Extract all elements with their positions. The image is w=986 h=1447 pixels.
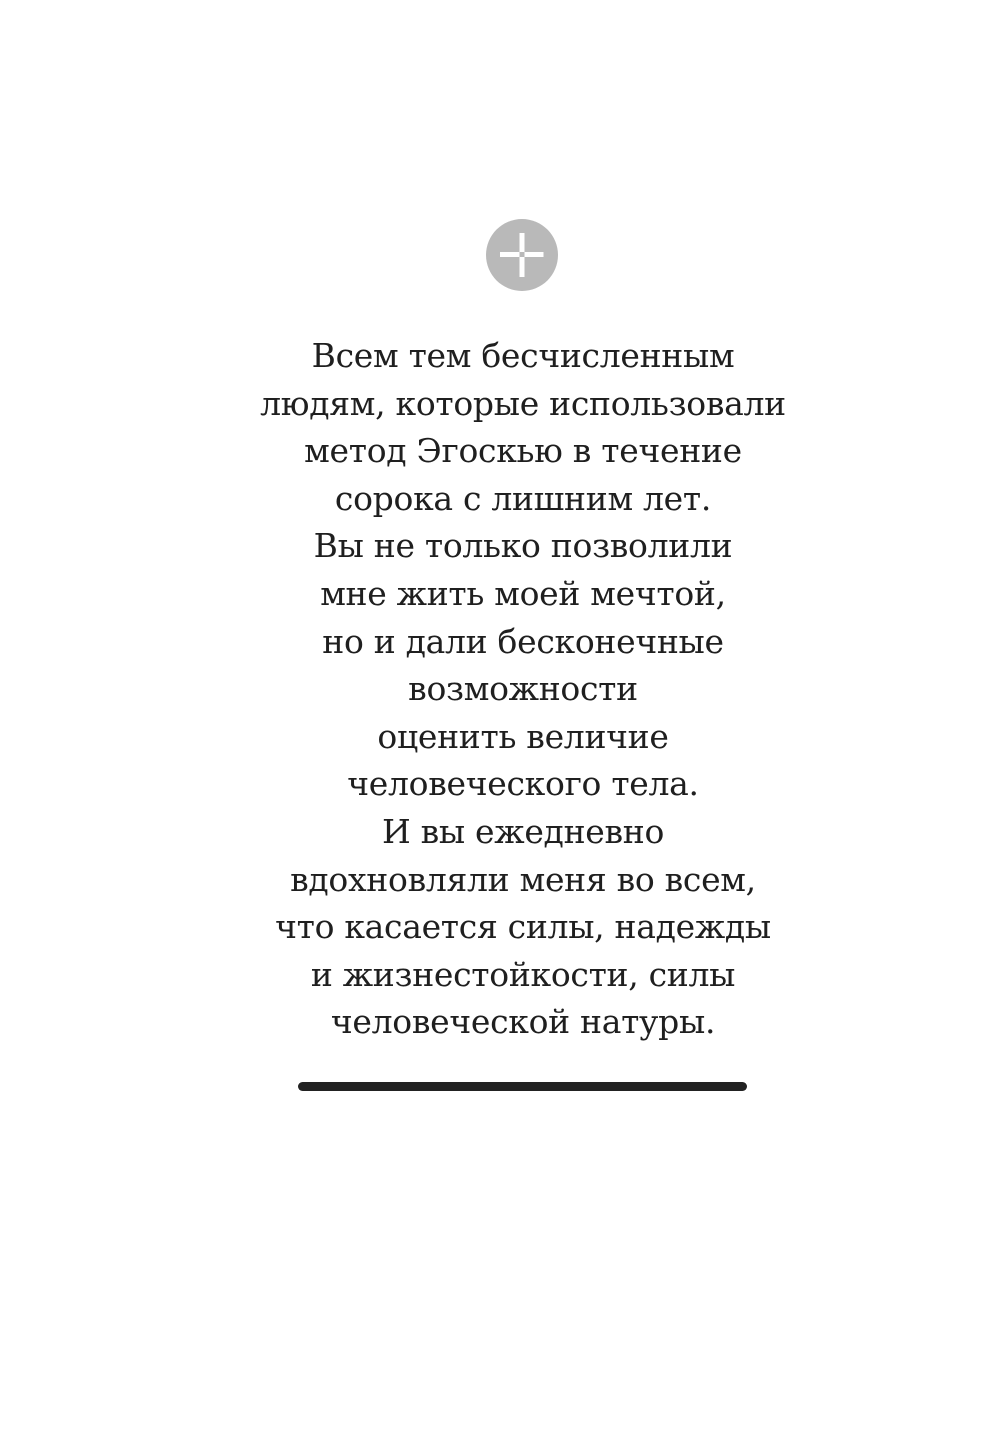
dedication-line: и жизнестойкости, силы: [310, 954, 736, 994]
dedication-line: метод Эгоскью в течение: [304, 431, 742, 471]
dedication-line: человеческого тела.: [347, 764, 699, 804]
dedication-line: человеческой натуры.: [330, 1002, 716, 1042]
dedication-line: вдохновляли меня во всем,: [290, 859, 756, 899]
plus-cross-icon: [486, 219, 558, 291]
dedication-line: но и дали бесконечные: [322, 621, 724, 661]
dedication-text: [200, 332, 846, 1046]
divider-rule: [298, 1082, 747, 1091]
dedication-line: И вы ежедневно: [381, 811, 665, 851]
dedication-line: мне жить моей мечтой,: [320, 573, 726, 613]
dedication-line: что касается силы, надежды: [275, 907, 771, 947]
dedication-line: Вы не только позволили: [313, 526, 733, 566]
dedication-line: оценить величие: [377, 716, 669, 756]
dedication-line: Всем тем бесчисленным: [311, 336, 735, 375]
dedication-line: возможности: [408, 669, 638, 709]
dedication-line: сорока с лишним лет.: [334, 478, 712, 518]
dedication-line: людям, которые использовали: [260, 383, 786, 423]
